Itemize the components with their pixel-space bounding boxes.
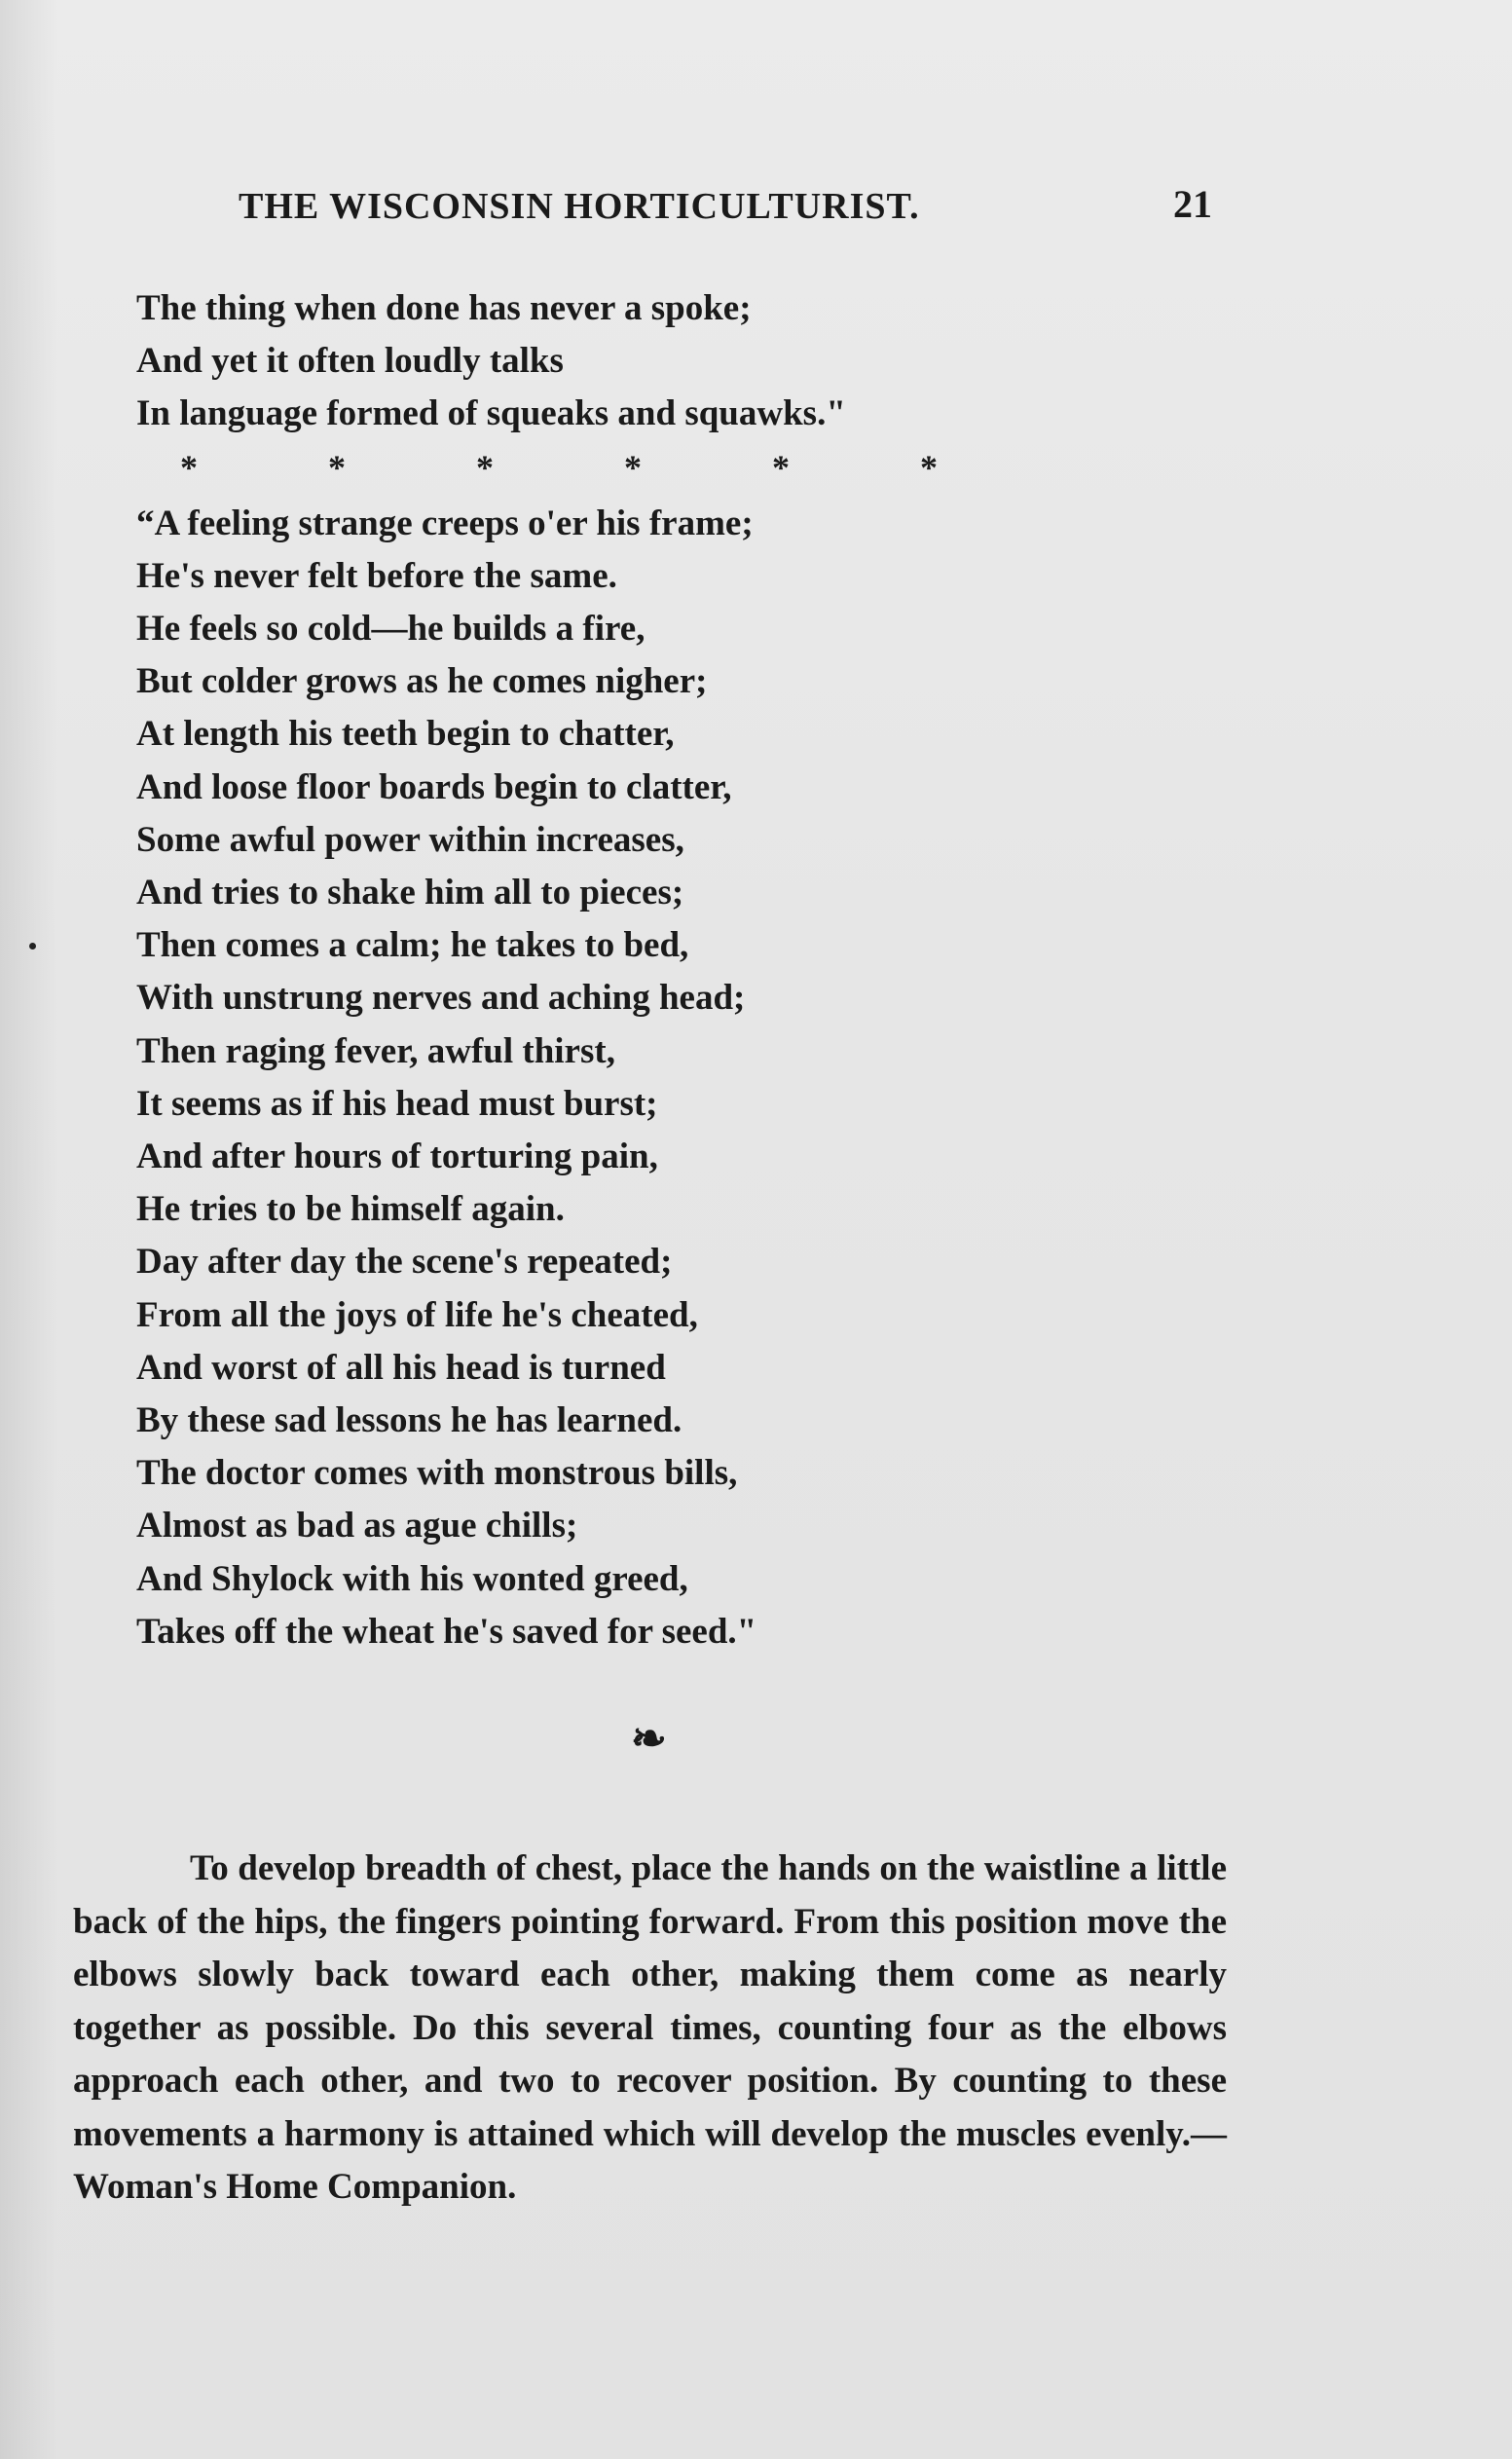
- verse-line: The thing when done has never a spoke;: [136, 288, 752, 328]
- verse-line: By these sad lessons he has learned.: [136, 1400, 682, 1441]
- verse-line: Then raging fever, awful thirst,: [136, 1030, 615, 1071]
- verse-line: He feels so cold—he builds a fire,: [136, 609, 645, 650]
- asterisk: *: [624, 447, 642, 487]
- asterisk: *: [328, 447, 346, 487]
- page-number: 21: [1173, 182, 1212, 226]
- poem: [136, 282, 1110, 1658]
- verse-line: And after hours of torturing pain,: [136, 1136, 658, 1177]
- verse-line: At length his teeth begin to chatter,: [136, 714, 675, 755]
- section-break-asterisks: [136, 441, 1110, 494]
- verse-line: The doctor comes with monstrous bills,: [136, 1453, 738, 1494]
- running-title: THE WISCONSIN HORTICULTURIST.: [239, 186, 920, 227]
- verse-line: And loose floor boards begin to clatter,: [136, 766, 732, 807]
- fleuron-ornament-icon: ❧: [631, 1715, 667, 1763]
- verse-line: With unstrung nerves and aching head;: [136, 978, 746, 1019]
- verse-line: And tries to shake him all to pieces;: [136, 873, 684, 913]
- verse-line: And worst of all his head is turned: [136, 1347, 666, 1388]
- asterisk: *: [772, 447, 790, 487]
- verse-line: “A feeling strange creeps o'er his frame;: [136, 503, 754, 543]
- verse-line: He's never felt before the same.: [136, 555, 617, 596]
- asterisk: *: [180, 447, 198, 487]
- verse-line: Takes off the wheat he's saved for seed.": [136, 1611, 757, 1652]
- asterisk: *: [920, 447, 938, 487]
- verse-line: In language formed of squeaks and squawks.": [136, 393, 846, 434]
- asterisk: *: [476, 447, 494, 487]
- verse-line: But colder grows as he comes nigher;: [136, 661, 708, 702]
- verse-line: From all the joys of life he's cheated,: [136, 1294, 698, 1335]
- stray-ink-dot: [29, 943, 36, 950]
- prose-paragraph: To develop breadth of chest, place the hands on the waistline a little back of the hips, the fingers pointing forward. From this position move the elbows slowly back toward each other, making them come as nearly together as possible. Do this several times, counting four as the elbows approach each other, and two to recover position. By counting to these movements a harmony is attained which will develop the muscles evenly.—Woman's Home Companion.: [73, 1848, 1227, 2207]
- verse-line: Almost as bad as ague chills;: [136, 1506, 578, 1546]
- verse-line: He tries to be himself again.: [136, 1189, 565, 1230]
- verse-line: And yet it often loudly talks: [136, 341, 564, 382]
- verse-line: Some awful power within increases,: [136, 819, 684, 860]
- verse-line: And Shylock with his wonted greed,: [136, 1558, 688, 1599]
- verse-line: Day after day the scene's repeated;: [136, 1242, 673, 1283]
- page-header: [239, 182, 1212, 243]
- verse-line: Then comes a calm; he takes to bed,: [136, 925, 689, 966]
- verse-line: It seems as if his head must burst;: [136, 1083, 658, 1124]
